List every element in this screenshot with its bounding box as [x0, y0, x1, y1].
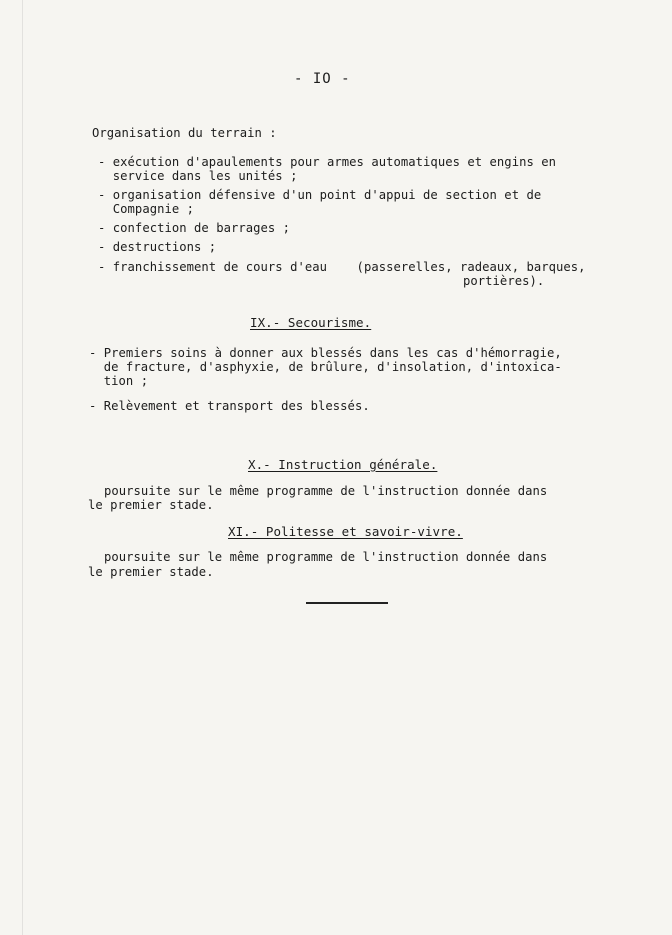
terrain-item-4: - destructions ; [98, 240, 217, 254]
section-ix-heading: IX.- Secourisme. [250, 315, 372, 330]
closing-rule [306, 602, 388, 604]
section-xi-line-2: le premier stade. [88, 565, 214, 579]
section-ix-item-2: - Relèvement et transport des blessés. [89, 399, 370, 413]
terrain-item-5-line-2: portières). [463, 274, 545, 288]
terrain-title: Organisation du terrain : [92, 126, 277, 140]
section-ix-item-1-line-2: de fracture, d'asphyxie, de brûlure, d'insolation, d'intoxica- [89, 360, 562, 374]
terrain-item-5-line-1: - franchissement de cours d'eau (passerelles, radeaux, barques, [98, 260, 586, 274]
section-x-line-2: le premier stade. [88, 498, 214, 512]
terrain-item-2-line-1: - organisation défensive d'un point d'appui de section et de [98, 188, 542, 202]
page-edge-shadow [22, 0, 23, 935]
section-ix-item-1-line-3: tion ; [89, 374, 149, 388]
section-xi-heading: XI.- Politesse et savoir-vivre. [228, 524, 463, 539]
terrain-item-2-line-2: Compagnie ; [98, 202, 195, 216]
section-x-line-1: poursuite sur le même programme de l'instruction donnée dans [104, 484, 548, 498]
page-number: - IO - [294, 71, 351, 87]
terrain-item-3: - confection de barrages ; [98, 221, 291, 235]
terrain-item-1-line-1: - exécution d'apaulements pour armes automatiques et engins en [98, 155, 557, 169]
terrain-item-1-line-2: service dans les unités ; [98, 169, 298, 183]
section-xi-line-1: poursuite sur le même programme de l'instruction donnée dans [104, 550, 548, 564]
section-ix-item-1-line-1: - Premiers soins à donner aux blessés dans les cas d'hémorragie, [89, 346, 562, 360]
section-x-heading: X.- Instruction générale. [248, 457, 438, 472]
